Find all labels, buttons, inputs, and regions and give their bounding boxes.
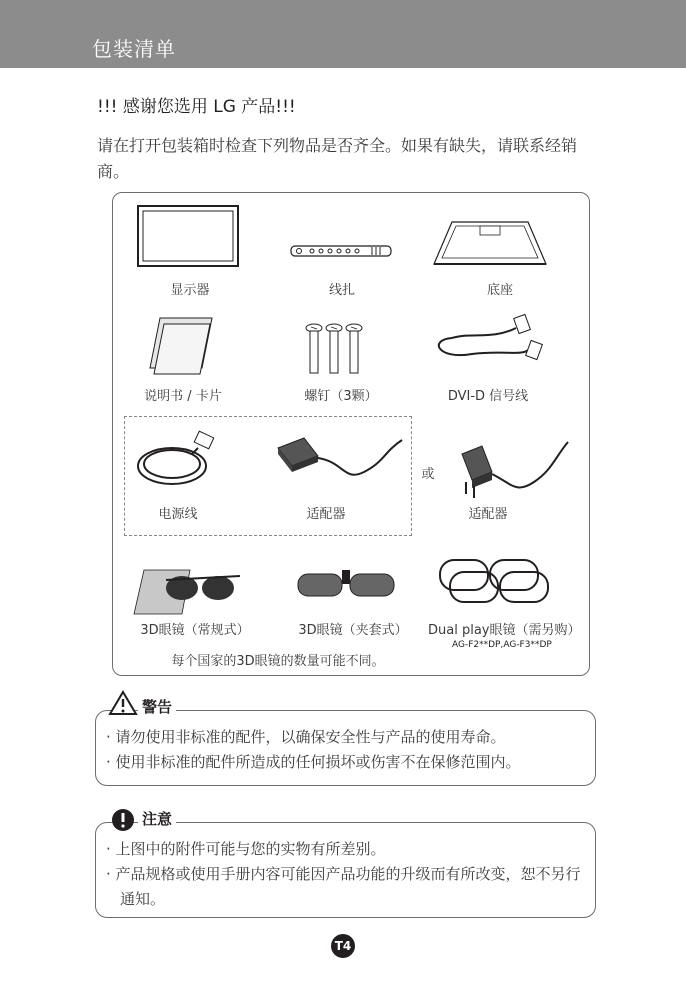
manual-illustration [146,316,216,376]
adapter-illustration [274,432,406,492]
power-cord-label: 电源线 [158,507,198,522]
cable-tie-label: 线扎 [328,283,355,298]
warning-line: · 使用非标准的配件所造成的任何损坏或伤害不在保修范围内。 [106,753,521,771]
notice-line: · 产品规格或使用手册内容可能因产品功能的升级而有所改变，恕不另行通知。 [106,865,581,908]
warning-box [95,710,596,786]
warning-lines [106,725,592,775]
glasses-dual-models: AG-F2**DP,AG-F3**DP [452,640,552,650]
warning-line: · 请勿使用非标准的配件，以确保安全性与产品的使用寿命。 [106,728,506,746]
manual-label: 说明书 / 卡片 [144,389,222,404]
cable-tie-illustration [290,244,394,258]
power-cord-illustration [134,428,224,490]
dvi-cable-illustration [432,310,548,370]
notice-box [95,822,596,918]
glasses-regular-label: 3D眼镜（常规式） [140,623,250,638]
glasses-clip-label: 3D眼镜（夹套式） [298,623,408,638]
notice-lines [106,837,592,912]
warning-title: 警告 [138,696,176,717]
screws-label: 螺钉（3颗） [304,389,378,404]
glasses-dual-illustration [436,550,556,614]
monitor-illustration [136,204,240,268]
page-title: 包装清单 [92,37,176,61]
wall-adapter-label: 适配器 [468,507,508,522]
screws-illustration [302,322,366,378]
thanks-heading: !!! 感谢您选用 LG 产品!!! [97,97,296,117]
warning-triangle-icon [108,690,138,716]
monitor-label: 显示器 [170,283,210,298]
notice-title: 注意 [138,808,176,829]
stand-illustration [430,218,550,268]
dvi-cable-label: DVI-D 信号线 [447,389,529,404]
notice-line: · 上图中的附件可能与您的实物有所差别。 [106,840,386,858]
glasses-regular-illustration [130,562,248,618]
intro-text: 请在打开包装箱时检查下列物品是否齐全。如果有缺失，请联系经销商。 [97,136,578,181]
or-label: 或 [421,467,435,482]
page-number: T4 [331,934,355,958]
adapter-label: 适配器 [306,507,346,522]
glasses-quantity-note: 每个国家的3D眼镜的数量可能不同。 [171,654,385,669]
stand-label: 底座 [486,283,513,298]
glasses-clip-illustration [296,566,396,606]
wall-adapter-illustration [452,434,574,500]
glasses-dual-label: Dual play眼镜（需另购） [428,623,581,638]
exclamation-icon [110,808,136,832]
